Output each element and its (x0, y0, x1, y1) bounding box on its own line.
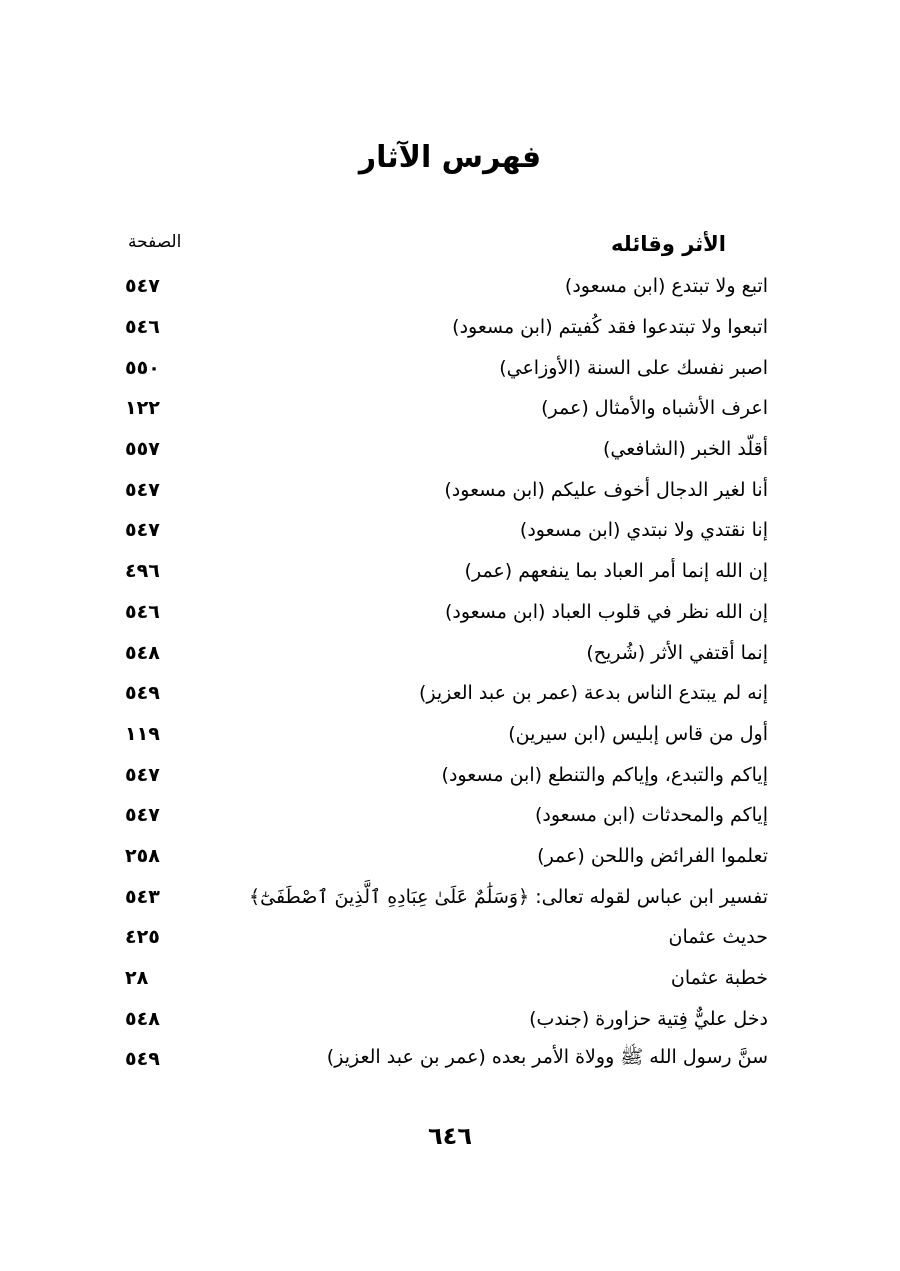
entry-text: إياكم والمحدثات (ابن مسعود) (534, 804, 768, 827)
entry-text: أقلّد الخبر (الشافعي) (603, 438, 768, 461)
entry-page-number: ٥٤٦ (125, 600, 160, 623)
entry-page-number: ١١٩ (125, 722, 160, 745)
entry-page-number: ٥٤٧ (125, 519, 160, 542)
index-entry (125, 266, 768, 307)
index-entry (125, 592, 768, 633)
entry-text: تعلموا الفرائض واللحن (عمر) (537, 844, 768, 867)
index-entry (125, 714, 768, 755)
entry-text: إنما أقتفي الأثر (شُريح) (586, 641, 768, 664)
entry-text: إنا نقتدي ولا نبتدي (ابن مسعود) (519, 519, 768, 542)
entry-page-number: ٥٤٧ (125, 275, 160, 298)
entry-page-number: ٥٤٩ (125, 1048, 160, 1071)
index-entry (125, 429, 768, 470)
entry-text: إنه لم يبتدع الناس بدعة (عمر بن عبد العزيز) (418, 682, 768, 705)
index-entry (125, 673, 768, 714)
entry-page-number: ٥٥٧ (125, 438, 160, 461)
entry-text: اتبع ولا تبتدع (ابن مسعود) (564, 275, 768, 298)
entry-text: حديث عثمان (668, 926, 768, 949)
footer-page-number: ٦٤٦ (428, 1122, 472, 1150)
entry-text: تفسير ابن عباس لقوله تعالى: ﴿وَسَلَٰمٌ عَلَىٰ عِبَادِهِ ٱلَّذِينَ ٱصْطَفَىٰٓ﴾ (249, 885, 768, 908)
index-entry (125, 347, 768, 388)
page-title: فهرس الآثار (358, 140, 542, 175)
entry-page-number: ٥٤٨ (125, 641, 160, 664)
index-entry (125, 469, 768, 510)
entry-page-number: ٥٤٧ (125, 478, 160, 501)
entry-page-number: ٢٥٨ (125, 844, 160, 867)
index-entry (125, 836, 768, 877)
index-entry (125, 917, 768, 958)
entry-text: أنا لغير الدجال أخوف عليكم (ابن مسعود) (444, 478, 768, 501)
entry-page-number: ٥٤٦ (125, 316, 160, 339)
page-column-header: الصفحة (128, 232, 182, 252)
entry-text: إياكم والتبدع، وإياكم والتنطع (ابن مسعود) (441, 763, 768, 786)
entry-column-header: الأثر وقائله (611, 232, 726, 256)
entry-text: إن الله إنما أمر العباد بما ينفعهم (عمر) (464, 560, 768, 583)
index-entry (125, 876, 768, 917)
index-entry (125, 510, 768, 551)
entry-page-number: ٥٤٧ (125, 763, 160, 786)
index-entry (125, 958, 768, 999)
entry-page-number: ٥٤٧ (125, 804, 160, 827)
entry-page-number: ٢٨ (125, 967, 149, 990)
index-list (125, 266, 768, 1080)
entry-text: دخل عليٌّ فِتية حزاورة (جندب) (529, 1007, 768, 1030)
index-entry (125, 388, 768, 429)
entry-page-number: ٥٤٨ (125, 1007, 160, 1030)
entry-text: اتبعوا ولا تبتدعوا فقد كُفيتم (ابن مسعود) (452, 316, 768, 339)
entry-page-number: ٥٥٠ (125, 356, 160, 379)
index-entry (125, 754, 768, 795)
entry-page-number: ٥٤٣ (125, 885, 160, 908)
index-entry (125, 551, 768, 592)
entry-page-number: ١٢٢ (125, 397, 160, 420)
entry-text: سنَّ رسول الله ﷺ وولاة الأمر بعده (عمر بن عبد العزيز) (326, 1046, 768, 1069)
entry-text: إن الله نظر في قلوب العباد (ابن مسعود) (444, 600, 768, 623)
entry-text: اعرف الأشباه والأمثال (عمر) (541, 397, 768, 420)
entry-text: خطبة عثمان (670, 967, 768, 990)
entry-text: أول من قاس إبليس (ابن سيرين) (508, 722, 768, 745)
index-entry (125, 632, 768, 673)
index-entry (125, 1039, 768, 1080)
index-entry (125, 998, 768, 1039)
index-entry (125, 307, 768, 348)
entry-page-number: ٤٩٦ (125, 560, 160, 583)
entry-page-number: ٥٤٩ (125, 682, 160, 705)
entry-text: اصبر نفسك على السنة (الأوزاعي) (499, 356, 768, 379)
index-entry (125, 795, 768, 836)
entry-page-number: ٤٢٥ (125, 926, 160, 949)
